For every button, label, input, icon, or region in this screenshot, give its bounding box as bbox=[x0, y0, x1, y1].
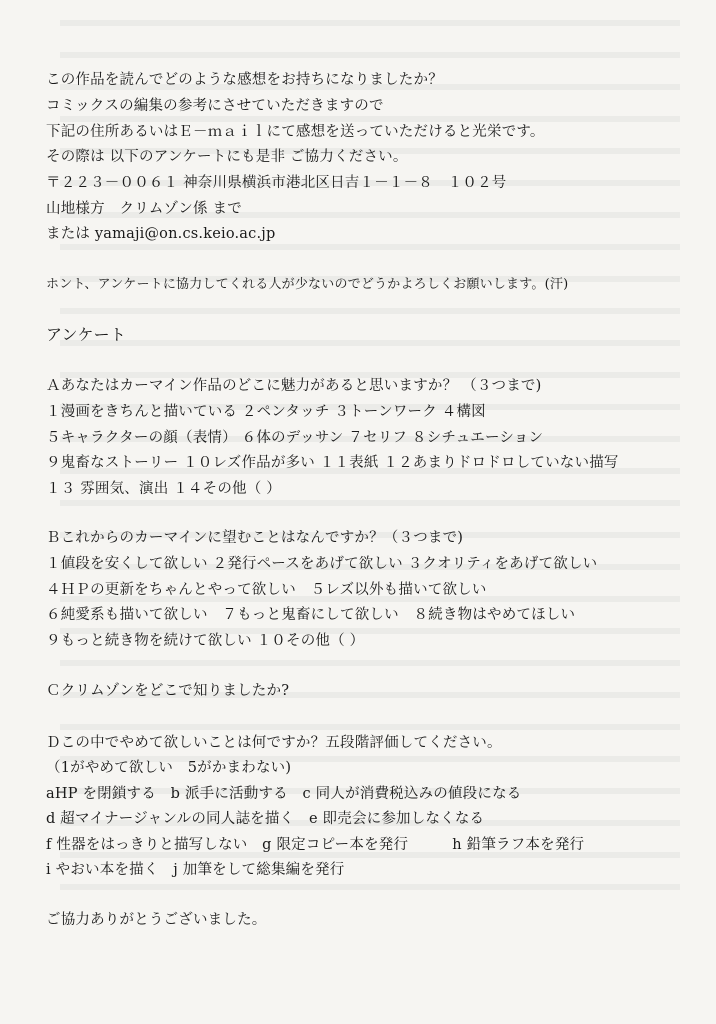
request-note: ホント、アンケートに協力してくれる人が少ないのでどうかよろしくお願いします。(汗) bbox=[46, 277, 569, 292]
question-c: Ｃクリムゾンをどこで知りましたか? bbox=[46, 683, 290, 699]
question-b-option-line: ６純愛系も描いて欲しい ７もっと鬼畜にして欲しい ８続き物はやめてほしい bbox=[46, 607, 576, 623]
question-d-option-line: f 性器をはっきりと描写しない g 限定コピー本を発行 h 鉛筆ラフ本を発行 bbox=[46, 837, 585, 853]
postal-address: 〒２２３－００６１ 神奈川県横浜市港北区日吉１－１－８ １０２号 bbox=[46, 175, 507, 191]
question-a-option-line: １漫画をきちんと描いている ２ペンタッチ ３トーンワーク ４構図 bbox=[46, 404, 486, 420]
question-b-option-line: １値段を安くして欲しい ２発行ペースをあげて欲しい ３クオリティをあげて欲しい bbox=[46, 556, 598, 572]
question-a-option-line: １３ 雰囲気、演出 １４その他（ ） bbox=[46, 481, 281, 497]
question-d-scale: （1がやめて欲しい 5がかまわない) bbox=[46, 760, 292, 776]
question-a: Ａあなたはカーマイン作品のどこに魅力があると思いますか？ （３つまで) bbox=[46, 378, 542, 394]
address-recipient: 山地様方 クリムゾン係 まで bbox=[46, 201, 242, 217]
question-a-option-line: ５キャラクターの顔（表情） ６体のデッサン ７セリフ ８シチュエーション bbox=[46, 430, 544, 446]
intro-line-2: コミックスの編集の参考にさせていただきますので bbox=[46, 98, 384, 114]
email-address: または yamaji@on.cs.keio.ac.jp bbox=[46, 226, 276, 242]
question-d-option-line: i やおい本を描く j 加筆をして総集編を発行 bbox=[46, 862, 345, 878]
question-b-option-line: ９もっと続き物を続けて欲しい １０その他（ ） bbox=[46, 633, 365, 649]
intro-line-3: 下記の住所あるいはＥ－ｍａｉｌにて感想を送っていただけると光栄です。 bbox=[46, 124, 545, 140]
question-d-option-line: d 超マイナージャンルの同人誌を描く e 即売会に参加しなくなる bbox=[46, 811, 485, 827]
question-b: Ｂこれからのカーマインに望むことはなんですか？（３つまで) bbox=[46, 530, 464, 546]
intro-line-4: その際は 以下のアンケートにも是非 ご協力ください。 bbox=[46, 149, 408, 165]
survey-title: アンケート bbox=[46, 325, 127, 344]
question-d-option-line: aHP を閉鎖する b 派手に活動する c 同人が消費税込みの値段になる bbox=[46, 786, 522, 802]
question-b-option-line: ４ＨＰの更新をちゃんとやって欲しい ５レズ以外も描いて欲しい bbox=[46, 582, 487, 598]
intro-line-1: この作品を読んでどのような感想をお持ちになりましたか？ bbox=[46, 72, 443, 88]
closing-thanks: ご協力ありがとうございました。 bbox=[46, 912, 267, 928]
question-d: Ｄこの中でやめて欲しいことは何ですか？五段階評価してください。 bbox=[46, 735, 502, 751]
question-a-option-line: ９鬼畜なストーリー １０レズ作品が多い １１表紙 １２あまりドロドロしていない描写 bbox=[46, 455, 619, 471]
